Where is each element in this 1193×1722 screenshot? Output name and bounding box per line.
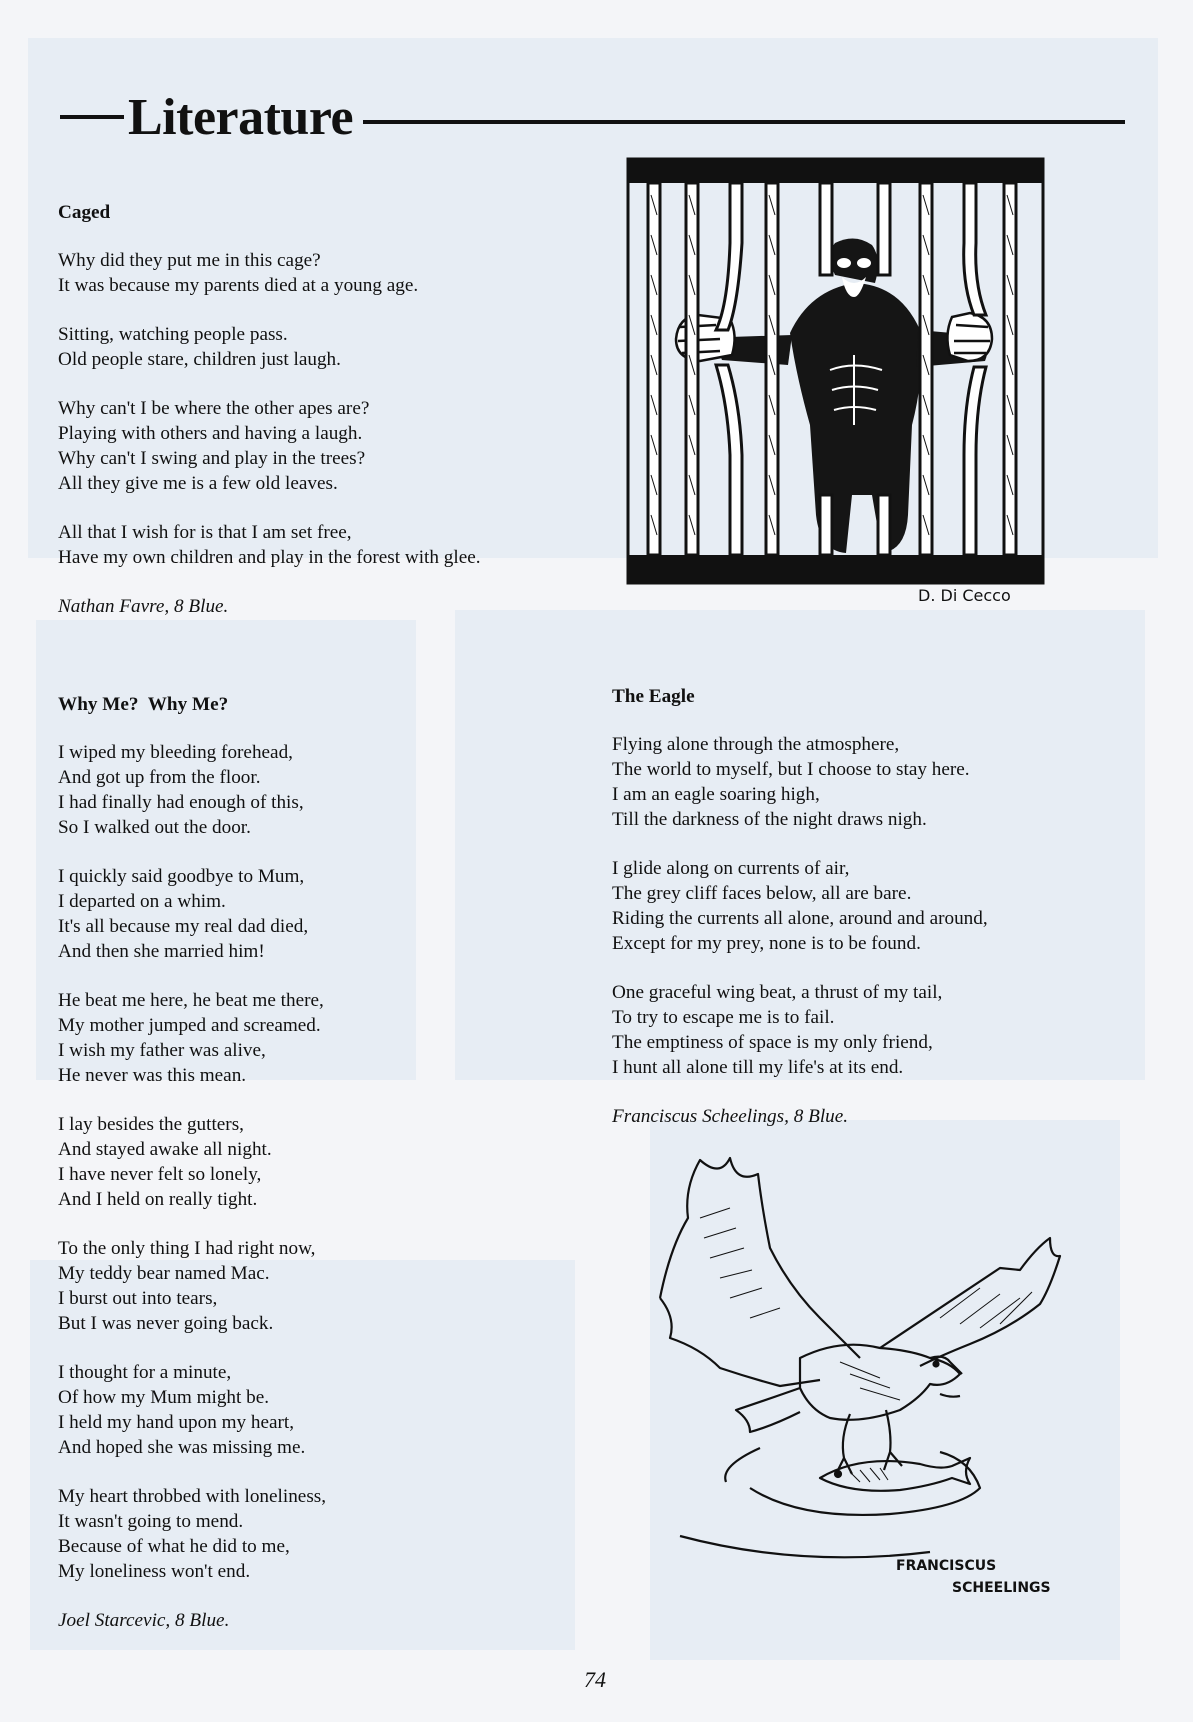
poem-line: Have my own children and play in the forest with glee. [58, 547, 481, 568]
gorilla-cage-illustration [620, 155, 1050, 605]
poem-line: Except for my prey, none is to be found. [612, 933, 921, 954]
eagle [660, 1158, 1060, 1557]
poem-line: My loneliness won't end. [58, 1561, 251, 1582]
poem-line: The grey cliff faces below, all are bare. [612, 883, 912, 904]
poem-line: I thought for a minute, [58, 1362, 232, 1383]
poem-line: I quickly said goodbye to Mum, [58, 866, 305, 887]
poem-line: It's all because my real dad died, [58, 916, 309, 937]
poem-line: The world to myself, but I choose to stay here. [612, 759, 970, 780]
poem-line: The emptiness of space is my only friend, [612, 1032, 933, 1053]
poem-line: I am an eagle soaring high, [612, 784, 820, 805]
stanza [58, 988, 538, 1088]
section-title: Literature [128, 88, 354, 146]
stanza [58, 740, 538, 840]
illustration-signature: SCHEELINGS [952, 1580, 1051, 1596]
poem-line: I held my hand upon my heart, [58, 1412, 295, 1433]
stanza [612, 980, 1112, 1080]
section-heading [60, 82, 1125, 152]
poem-line: Playing with others and having a laugh. [58, 423, 363, 444]
poem-author: Nathan Favre, 8 Blue. [58, 596, 229, 617]
poem-line: And I held on really tight. [58, 1189, 258, 1210]
poem-caged [58, 200, 578, 619]
poem-title: Caged [58, 202, 111, 223]
poem-line: I wish my father was alive, [58, 1040, 266, 1061]
poem-line: Till the darkness of the night draws nigh. [612, 809, 927, 830]
poem-the-eagle [612, 684, 1112, 1129]
poem-line: I hunt all alone till my life's at its end. [612, 1057, 904, 1078]
poem-line: My heart throbbed with loneliness, [58, 1486, 327, 1507]
poem-line: He never was this mean. [58, 1065, 247, 1086]
poem-line: All that I wish for is that I am set free, [58, 522, 352, 543]
poem-line: All they give me is a few old leaves. [58, 473, 338, 494]
poem-line: He beat me here, he beat me there, [58, 990, 324, 1011]
eagle-illustration [640, 1148, 1110, 1598]
stanza [58, 322, 578, 372]
poem-line: Why did they put me in this cage? [58, 250, 321, 271]
poem-line: Why can't I be where the other apes are? [58, 398, 370, 419]
poem-line: Because of what he did to me, [58, 1536, 290, 1557]
illustration-signature: D. Di Cecco [918, 586, 1011, 605]
poem-line: I burst out into tears, [58, 1288, 218, 1309]
poem-line: And stayed awake all night. [58, 1139, 272, 1160]
poem-title: The Eagle [612, 686, 695, 707]
illustration-signature: FRANCISCUS [896, 1558, 997, 1574]
poem-line: And hoped she was missing me. [58, 1437, 306, 1458]
heading-rule [363, 120, 1125, 124]
poem-why-me [58, 692, 538, 1633]
poem-line: And then she married him! [58, 941, 265, 962]
poem-line: Sitting, watching people pass. [58, 324, 288, 345]
poem-line: My teddy bear named Mac. [58, 1263, 270, 1284]
poem-line: Why can't I swing and play in the trees? [58, 448, 366, 469]
poem-line: I departed on a whim. [58, 891, 226, 912]
poem-line: To try to escape me is to fail. [612, 1007, 835, 1028]
poem-line: Old people stare, children just laugh. [58, 349, 341, 370]
poem-title: Why Me? Why Me? [58, 694, 229, 715]
poem-line: My mother jumped and screamed. [58, 1015, 321, 1036]
page-number: 74 [584, 1667, 606, 1692]
poem-line: One graceful wing beat, a thrust of my tail, [612, 982, 943, 1003]
poem-line: And got up from the floor. [58, 767, 261, 788]
stanza [58, 520, 578, 570]
stanza [58, 1484, 538, 1584]
poem-author: Franciscus Scheelings, 8 Blue. [612, 1106, 849, 1127]
stanza [58, 1112, 538, 1212]
poem-line: It wasn't going to mend. [58, 1511, 244, 1532]
poem-line: Riding the currents all alone, around and around, [612, 908, 988, 929]
poem-line: It was because my parents died at a young age. [58, 275, 419, 296]
heading-dash [60, 115, 124, 119]
stanza [58, 1236, 538, 1336]
poem-line: Flying alone through the atmosphere, [612, 734, 900, 755]
poem-line: But I was never going back. [58, 1313, 274, 1334]
stanza [58, 248, 578, 298]
poem-line: I lay besides the gutters, [58, 1114, 244, 1135]
poem-line: I have never felt so lonely, [58, 1164, 262, 1185]
poem-line: I glide along on currents of air, [612, 858, 850, 879]
stanza [612, 732, 1112, 832]
stanza [58, 396, 578, 496]
poem-line: To the only thing I had right now, [58, 1238, 316, 1259]
poem-line: I had finally had enough of this, [58, 792, 304, 813]
poem-author: Joel Starcevic, 8 Blue. [58, 1610, 230, 1631]
poem-line: So I walked out the door. [58, 817, 251, 838]
stanza [612, 856, 1112, 956]
poem-line: I wiped my bleeding forehead, [58, 742, 293, 763]
stanza [58, 1360, 538, 1460]
poem-line: Of how my Mum might be. [58, 1387, 270, 1408]
stanza [58, 864, 538, 964]
